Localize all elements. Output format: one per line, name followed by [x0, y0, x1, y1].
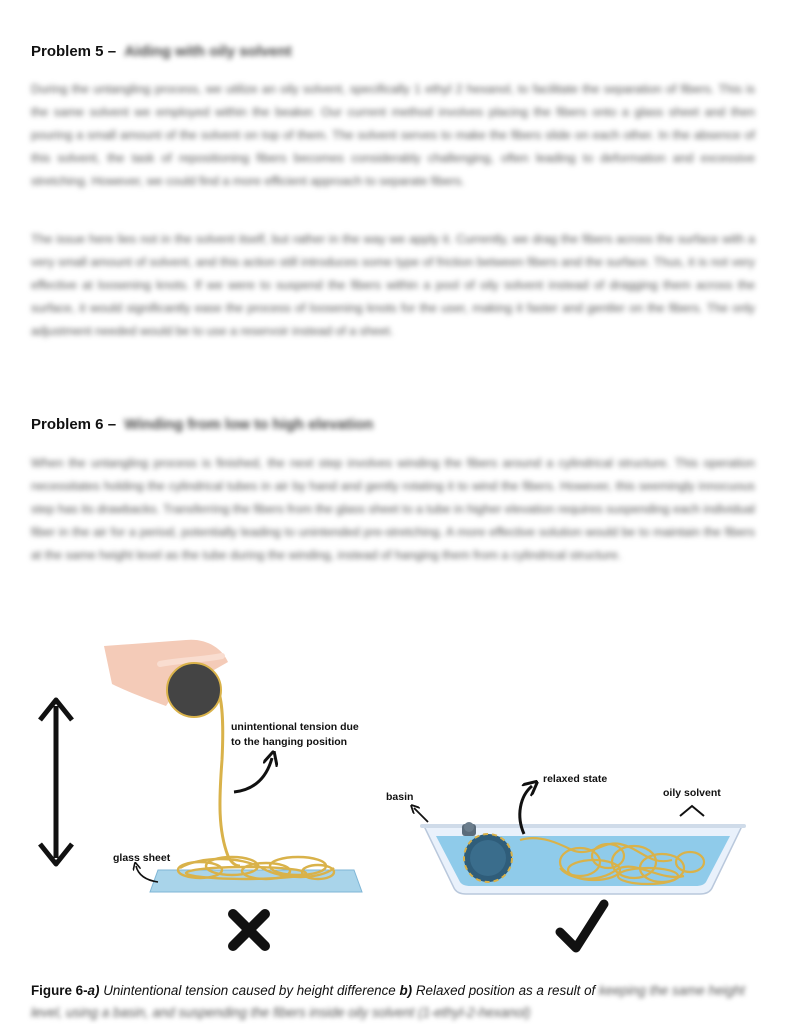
oily-solvent-label: oily solvent	[663, 787, 721, 799]
caption-b-text: Relaxed position as a result of	[412, 983, 599, 998]
problem-6-paragraph-1: When the untangling process is finished, the next step involves winding the fibers around a cylindrical structure. This operation necessitates holding the cylindrical tubes in air by hand and gently rotating it to wind the fibers. However, this seemingly innocuous step has its drawbacks. Transferring the fibers from the glass sheet to a tube in higher elevation requires suspending each individual fiber in the air for a period, potentially leading to unintended pre-stretching. A more effective solution would be to maintain the fibers at the same height level as the tube during the winding, instead of hanging them from a cylindrical structure.	[31, 456, 755, 562]
tension-arrow-icon	[234, 758, 272, 792]
relaxed-state-label: relaxed state	[543, 773, 608, 785]
tension-label-line-2: to the hanging position	[231, 736, 348, 748]
problem-6-label: Problem 6 –	[31, 416, 117, 433]
figure-6	[0, 630, 785, 970]
oily-solvent-pointer-icon	[680, 806, 704, 816]
problem-5-title: Aiding with oily solvent	[124, 43, 292, 60]
caption-tail: keeping the same height level, using a basin, and suspending the fibers inside oily solvent (1-ethyl-2-hexanol)	[31, 983, 745, 1020]
problem-5-heading	[31, 43, 292, 60]
problem-5-label: Problem 5 –	[31, 43, 117, 60]
hanging-fiber	[214, 684, 240, 866]
problem-6-title: Winding from low to high elevation	[124, 416, 374, 433]
cross-icon	[233, 914, 265, 946]
check-icon	[560, 904, 604, 948]
figure-caption	[31, 980, 755, 1024]
problem-6-heading	[31, 416, 373, 433]
caption-a-letter: a)	[87, 983, 100, 998]
caption-b-letter: b)	[399, 983, 413, 998]
cylinder-tube	[167, 663, 221, 717]
glass-sheet-label: glass sheet	[113, 852, 171, 864]
caption-prefix: Figure 6-	[31, 983, 88, 998]
caption-a-text: Unintentional tension caused by height difference	[99, 983, 400, 998]
basin-label: basin	[386, 791, 414, 803]
basin-arrow-icon	[414, 808, 428, 822]
problem-5-paragraph-1: During the untangling process, we utilize an oily solvent, specifically 1 ethyl 2 hexanol, to facilitate the separation of fibers. This is the same solvent we employed within the beaker. Our current method involves placing the fibers onto a glass sheet and then pouring a small amount of the solvent on top of them. The solvent serves to make the fibers slide on each other. In the absence of this solvent, the task of repositioning fibers becomes considerably challenging, often leading to deformation and excessive stretching. However, we could find a more efficient approach to separate fibers.	[31, 82, 755, 188]
problem-5-paragraph-2: The issue here lies not in the solvent itself, but rather in the way we apply it. Currently, we drag the fibers across the surface with a very small amount of solvent, and this action still introduces some type of friction between fibers and the surface. Thus, it is not very effective at loosening knots. If we were to suspend the fibers within a pool of oily solvent instead of dragging them across the surface, it would significantly ease the process of loosening knots for the user, making it faster and gentler on the fibers. The only adjustment needed would be to use a reservoir instead of a sheet.	[31, 232, 755, 338]
tension-label-line-1: unintentional tension due	[231, 721, 359, 733]
height-double-arrow-icon	[40, 700, 72, 864]
